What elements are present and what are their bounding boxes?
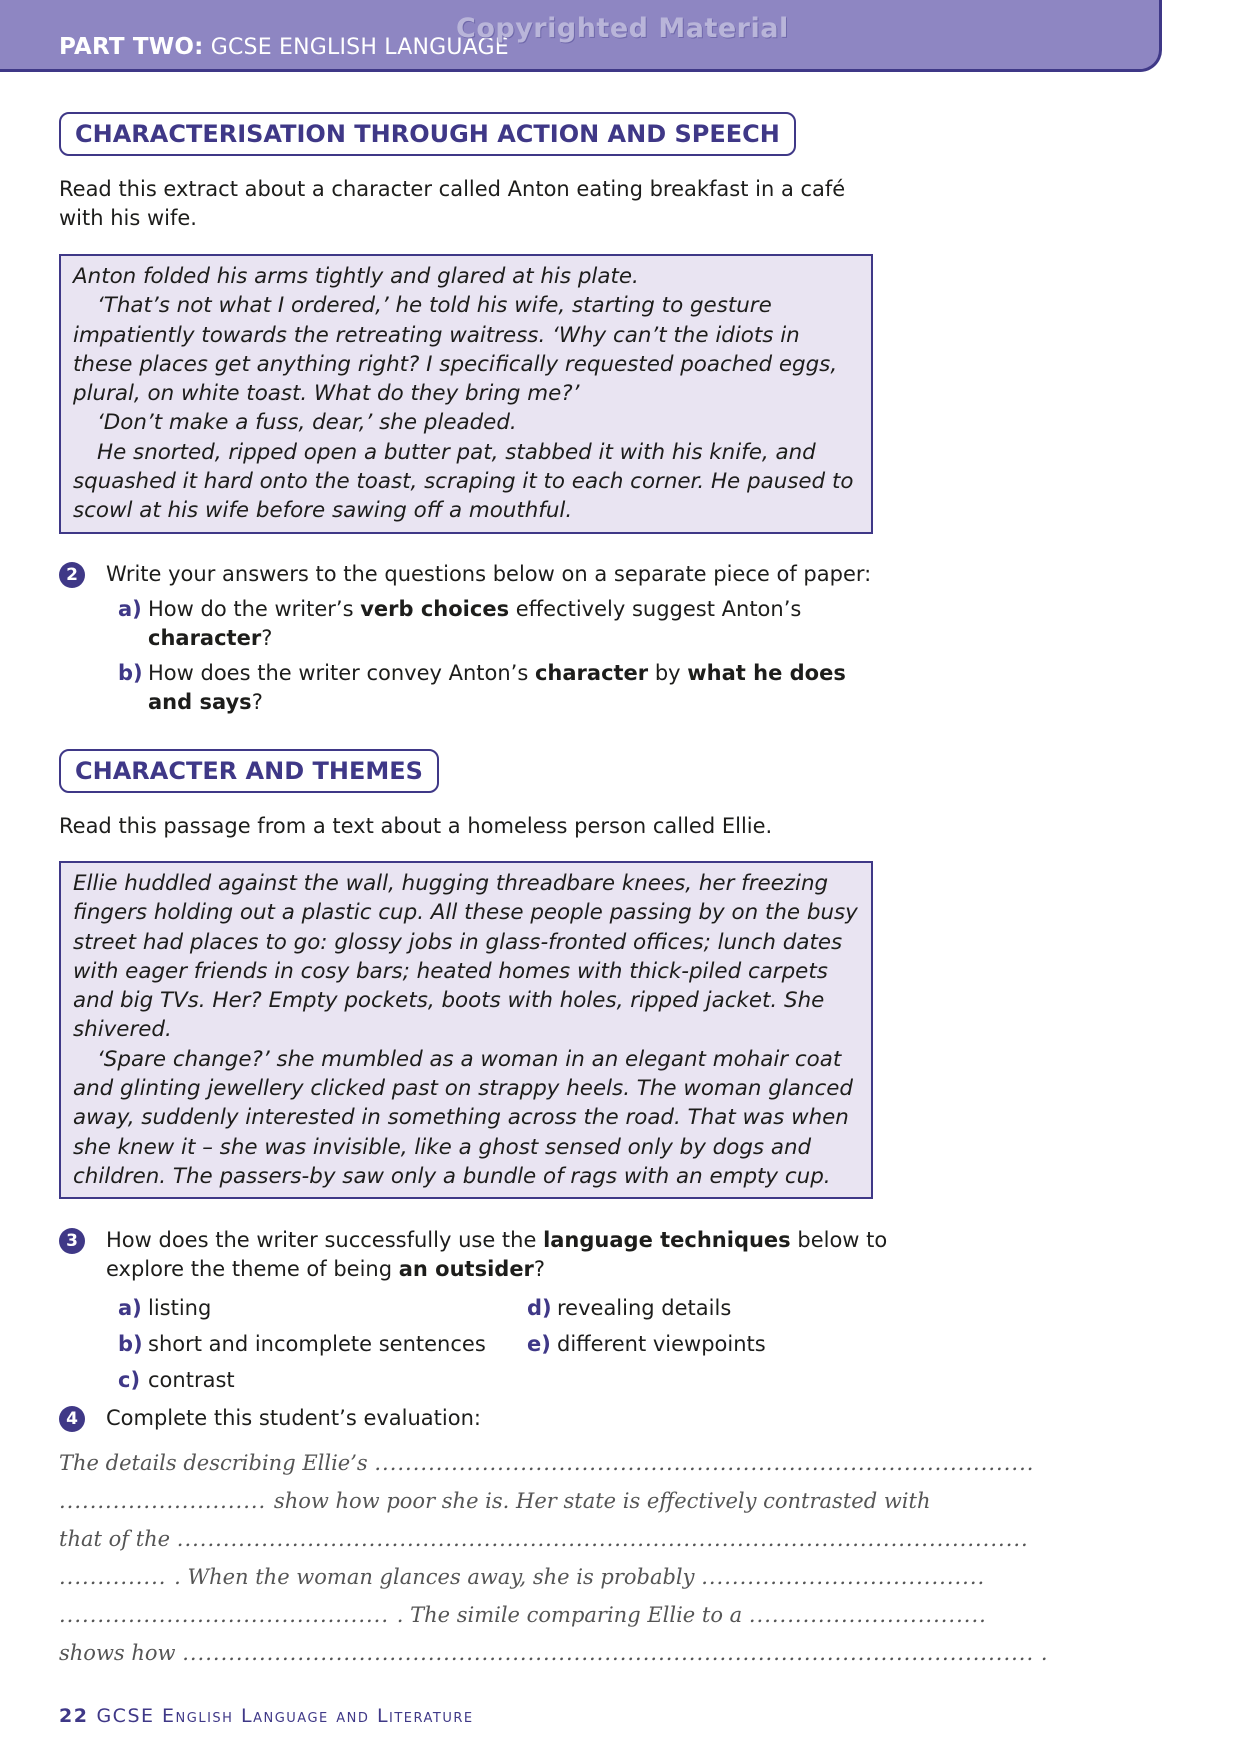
- section-heading-character-themes: CHARACTER AND THEMES: [59, 749, 439, 793]
- part-text: How do the writer’s: [148, 597, 361, 621]
- extract-line: Anton folded his arms tightly and glared at his plate.: [73, 264, 639, 289]
- answer-blank[interactable]: .....................................: [701, 1565, 986, 1589]
- page-footer: [59, 1705, 474, 1727]
- extract-line: squashed it hard onto the toast, scraping it to each corner. He paused to: [73, 469, 854, 495]
- part-letter: a): [118, 597, 142, 621]
- extract-line: Ellie huddled against the wall, hugging threadbare knees, her freezing: [73, 871, 829, 896]
- part-text: by: [648, 661, 688, 685]
- extract-line: away, suddenly interested in something across the road. That was when: [73, 1105, 849, 1131]
- question-text: explore the theme of being: [106, 1257, 399, 1281]
- part-title: [59, 34, 509, 60]
- anton-extract-box: [59, 254, 873, 534]
- extract-line: ‘That’s not what I ordered,’ he told his wife, starting to gesture: [97, 293, 772, 319]
- option-letter: a): [118, 1296, 142, 1320]
- ellie-extract-box: [59, 861, 873, 1199]
- answer-blank[interactable]: ...............................................................................................................: [176, 1527, 1029, 1551]
- question-number-3: 3: [59, 1228, 85, 1254]
- option-text: short and incomplete sentences: [148, 1332, 486, 1356]
- bold-term: what he does: [687, 661, 846, 685]
- bold-term: language techniques: [543, 1228, 791, 1252]
- section2-intro: Read this passage from a text about a homeless person called Ellie.: [59, 814, 773, 838]
- answer-blank[interactable]: ...........................: [59, 1489, 274, 1513]
- handwritten-text: . When the woman glances away, she is probably: [174, 1565, 702, 1589]
- part-text: ?: [261, 626, 273, 650]
- handwritten-text: .: [1034, 1641, 1048, 1665]
- question-number-2: 2: [59, 562, 85, 588]
- answer-blank[interactable]: ...............................................................................................................: [182, 1641, 1035, 1665]
- part-letter: b): [118, 661, 143, 685]
- answer-blank[interactable]: ...........................................: [59, 1603, 397, 1627]
- book-title: GCSE English Language and Literature: [96, 1705, 474, 1727]
- handwritten-text: The details describing Ellie’s: [59, 1451, 375, 1475]
- bold-term: character: [534, 661, 649, 685]
- evaluation-line: [59, 1482, 931, 1520]
- part-text: How does the writer convey Anton’s: [148, 661, 535, 685]
- copyright-watermark: Copyrighted Material: [456, 13, 789, 44]
- question-text: How does the writer successfully use the: [106, 1228, 544, 1252]
- page-number: 22: [59, 1705, 89, 1727]
- question2-text: Write your answers to the questions below on a separate piece of paper:: [106, 562, 872, 586]
- option-text: contrast: [148, 1368, 235, 1392]
- extract-line: street had places to go: glossy jobs in glass-fronted offices; lunch dates: [73, 929, 843, 955]
- technique-option: [527, 1294, 731, 1323]
- question3-text: [106, 1226, 906, 1284]
- extract-line: and big TVs. Her? Empty pockets, boots with holes, ripped jacket. She: [73, 988, 825, 1014]
- option-letter: e): [527, 1332, 551, 1356]
- extract-line: ‘Don’t make a fuss, dear,’ she pleaded.: [97, 410, 517, 436]
- option-letter: c): [118, 1368, 141, 1392]
- option-text: different viewpoints: [557, 1332, 766, 1356]
- part-text: ?: [251, 690, 263, 714]
- option-letter: b): [118, 1332, 143, 1356]
- question-text: ?: [533, 1257, 546, 1281]
- extract-line: and glinting jewellery clicked past on strappy heels. The woman glanced: [73, 1076, 853, 1102]
- bold-term: verb choices: [360, 597, 510, 621]
- handwritten-text: show how poor she is. Her state is effectively contrasted with: [273, 1489, 931, 1513]
- bold-term: an outsider: [398, 1257, 534, 1281]
- extract-line: fingers holding out a plastic cup. All these people passing by on the busy: [73, 900, 858, 926]
- handwritten-text: shows how: [59, 1641, 183, 1665]
- extract-line: with eager friends in cosy bars; heated homes with thick-piled carpets: [73, 958, 828, 984]
- answer-blank[interactable]: ...............................: [748, 1603, 987, 1627]
- part-label: PART TWO:: [59, 34, 204, 60]
- technique-option: [118, 1330, 486, 1359]
- evaluation-line: [59, 1444, 1035, 1482]
- extract-line: these places get anything right? I specifically requested poached eggs,: [73, 351, 838, 377]
- section-heading-characterisation: CHARACTERISATION THROUGH ACTION AND SPEECH: [59, 112, 796, 156]
- option-text: listing: [148, 1296, 212, 1320]
- part-text: effectively suggest Anton’s: [509, 597, 802, 621]
- extract-line: she knew it – she was invisible, like a ghost sensed only by dogs and: [73, 1134, 812, 1160]
- handwritten-text: . The simile comparing Ellie to a: [396, 1603, 749, 1627]
- extract-line: plural, on white toast. What do they bring me?’: [73, 381, 580, 407]
- page-header-band: [0, 0, 1162, 72]
- bold-term: character: [148, 626, 262, 650]
- evaluation-line: [59, 1634, 1048, 1672]
- section1-intro: [59, 175, 909, 233]
- question4-text: Complete this student’s evaluation:: [106, 1406, 481, 1430]
- technique-option: [118, 1366, 235, 1395]
- extract-line: shivered.: [73, 1017, 172, 1043]
- bold-term: and says: [148, 690, 252, 714]
- extract-line: scowl at his wife before sawing off a mouthful.: [73, 498, 573, 524]
- question2-part-b: [118, 659, 898, 717]
- technique-option: [527, 1330, 766, 1359]
- option-letter: d): [527, 1296, 552, 1320]
- evaluation-line: [59, 1520, 1029, 1558]
- extract-line: children. The passers-by saw only a bundle of rags with an empty cup.: [73, 1163, 831, 1189]
- handwritten-text: that of the: [59, 1527, 177, 1551]
- technique-option: [118, 1294, 211, 1323]
- evaluation-line: [59, 1596, 987, 1634]
- question2-part-a: [118, 595, 898, 653]
- answer-blank[interactable]: ......................................................................................: [374, 1451, 1035, 1475]
- answer-blank[interactable]: ..............: [59, 1565, 175, 1589]
- question-number-4: 4: [59, 1406, 85, 1432]
- extract-line: ‘Spare change?’ she mumbled as a woman in an elegant mohair coat: [97, 1046, 842, 1072]
- evaluation-line: [59, 1558, 986, 1596]
- part-subject: GCSE ENGLISH LANGUAGE: [210, 35, 509, 60]
- question-text: below to: [790, 1228, 888, 1252]
- extract-line: He snorted, ripped open a butter pat, stabbed it with his knife, and: [97, 439, 816, 465]
- section1-intro-line2: with his wife.: [59, 206, 197, 230]
- section1-intro-line1: Read this extract about a character called Anton eating breakfast in a café: [59, 177, 846, 201]
- option-text: revealing details: [557, 1296, 732, 1320]
- extract-line: impatiently towards the retreating waitress. ‘Why can’t the idiots in: [73, 322, 800, 348]
